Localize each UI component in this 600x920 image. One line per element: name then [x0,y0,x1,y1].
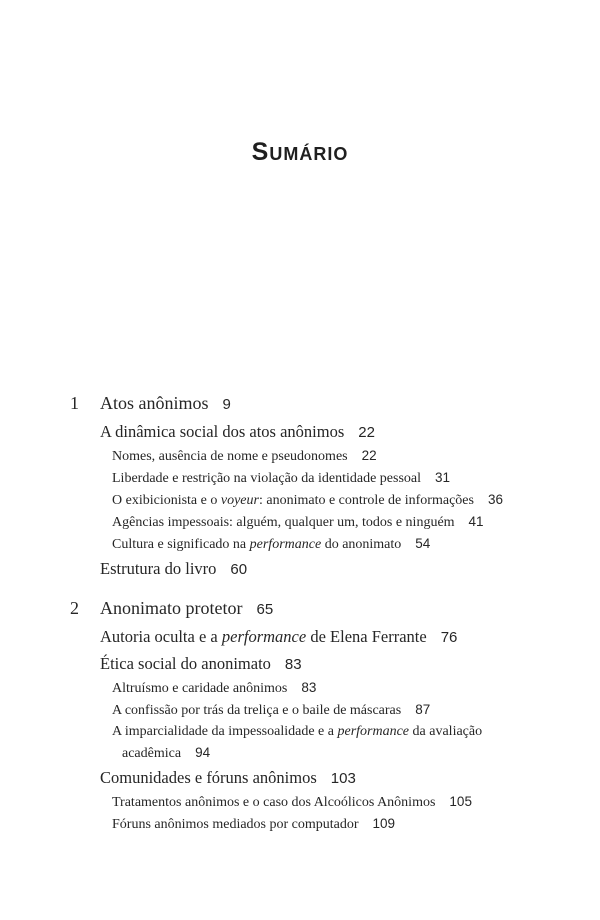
toc-entry-line [100,420,600,445]
entry-text: Autoria oculta e a [100,627,222,646]
entry-text: Fóruns anônimos mediados por computador [112,817,359,832]
entry-text: A imparcialidade da impessoalidade e a [112,724,338,739]
entry-text: Cultura e significado na [112,537,250,552]
toc-entry-line [100,652,600,677]
entry-text-italic: performance [337,724,410,739]
toc-entry-line [100,557,600,582]
chapter-title: Anonimato protetor [100,598,243,618]
entry-page-number: 87 [415,702,431,717]
entry-page-number: 76 [440,629,458,646]
toc-entry [0,511,600,533]
entry-text: A dinâmica social dos atos anônimos [100,422,345,441]
toc-entry-line [112,489,600,511]
entry-page-number: 22 [358,424,375,441]
toc [0,390,600,835]
entry-page-number: 41 [468,514,484,529]
entry-page-number: 22 [361,448,377,463]
toc-entry [0,766,600,791]
toc-entry [0,699,600,721]
entry-text: Tratamentos anônimos e o caso dos Alcoólicos Anônimos [112,795,436,810]
page-title [0,133,600,165]
entry-text-italic: performance [221,627,307,646]
title-rest: UMÁRIO [269,144,349,164]
chapter-number: 1 [70,393,79,413]
entry-page-number: 36 [487,492,503,507]
toc-entry [0,467,600,489]
toc-entry-line [112,791,600,813]
entry-page-number: 83 [284,656,302,673]
entry-text: : anonimato e controle de informações [258,493,474,508]
entry-page-number: 31 [435,470,451,485]
toc-entry-line [112,721,600,742]
entry-text: de Elena Ferrante [306,627,427,646]
entry-text: Comunidades e fóruns anônimos [100,768,317,787]
entry-text: Altruísmo e caridade anônimos [112,681,288,696]
entry-page-number: 60 [230,561,248,578]
chapter-heading [0,390,600,418]
toc-entry-line [112,677,600,699]
chapter-page-number: 9 [222,396,231,413]
toc-entry-line [112,699,600,721]
title-initial: S [251,138,270,166]
entry-page-number: 109 [372,816,396,831]
entry-text: do anonimato [321,537,402,552]
toc-entry [0,625,600,650]
toc-entry-line [112,445,600,467]
chapter-page-number: 65 [256,601,274,618]
entry-text: Agências impessoais: alguém, qualquer um, todos e ninguém [112,515,455,530]
entry-page-number: 94 [195,745,211,760]
entry-text-italic: voyeur [220,493,259,508]
entry-text: A confissão por trás da treliça e o baile de máscaras [112,703,402,718]
entry-text: Nomes, ausência de nome e pseudonomes [112,449,348,464]
entry-text: Estrutura do livro [100,559,217,578]
toc-entry [0,791,600,813]
entry-text: O exibicionista e o [112,493,221,508]
entry-page-number: 105 [449,794,472,809]
toc-entry [0,813,600,835]
entry-text: acadêmica [122,746,182,761]
toc-entry-line [112,511,600,533]
toc-entry-line [100,766,600,791]
toc-entry-line [112,467,600,489]
toc-entry [0,652,600,677]
entry-text: da avaliação [409,724,483,739]
toc-entry-line [112,742,600,764]
chapter-title: Atos anônimos [100,393,209,413]
entry-text: Liberdade e restrição na violação da identidade pessoal [112,471,422,486]
entry-page-number: 103 [330,770,356,787]
toc-entry [0,557,600,582]
toc-entry [0,533,600,555]
toc-entry-line [112,533,600,555]
toc-entry [0,721,600,764]
chapter-heading [0,595,600,623]
entry-page-number: 83 [301,680,317,695]
chapter-number: 2 [70,598,79,618]
entry-text-italic: performance [249,537,322,552]
toc-entry-line [112,813,600,835]
toc-entry-line [100,625,600,650]
toc-entry [0,420,600,445]
toc-entry [0,677,600,699]
entry-text: Ética social do anonimato [100,654,271,673]
toc-entry [0,489,600,511]
entry-page-number: 54 [415,536,431,551]
toc-entry [0,445,600,467]
